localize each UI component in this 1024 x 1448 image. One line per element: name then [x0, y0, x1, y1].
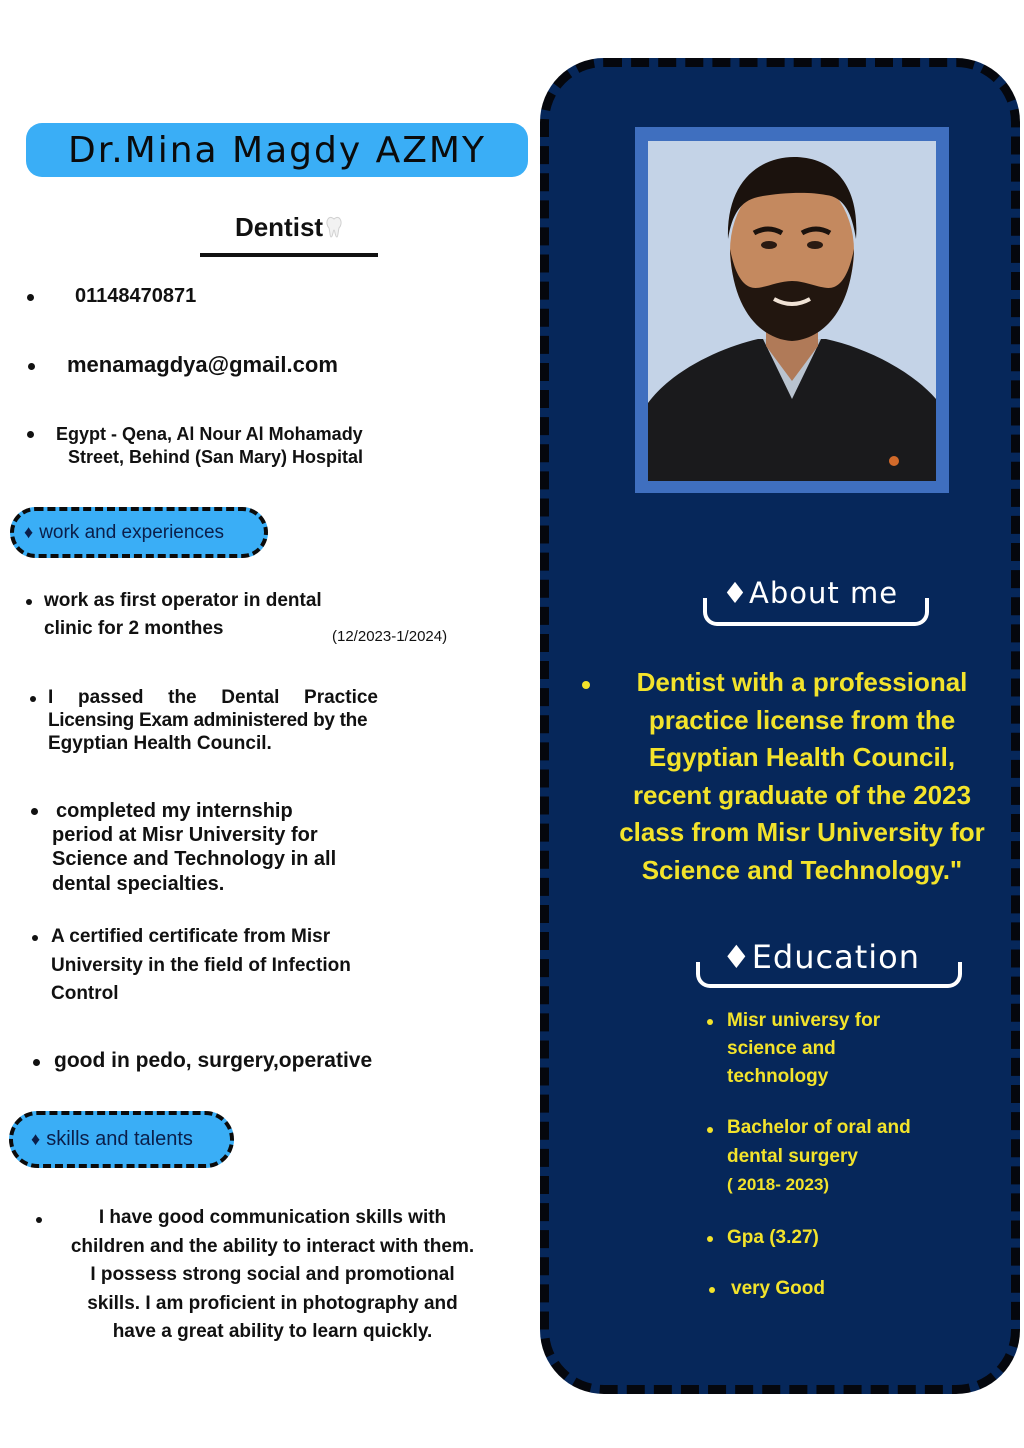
- skills-text-line-3: I possess strong social and promotional: [90, 1264, 455, 1285]
- education-item-2-line-2: dental surgery: [727, 1146, 858, 1167]
- diamond-icon: ♦: [31, 1129, 41, 1149]
- work-item-2-line-1: I passed the Dental Practice: [48, 687, 378, 708]
- profile-photo-illustration: [648, 141, 936, 481]
- about-line-3: Egyptian Health Council,: [648, 742, 956, 772]
- bullet-dot: [27, 431, 34, 438]
- education-item-2-line-1: Bachelor of oral and: [727, 1117, 911, 1138]
- about-text: [612, 664, 992, 889]
- address-line-2: Street, Behind (San Mary) Hospital: [68, 447, 364, 467]
- about-line-2: practice license from the: [648, 704, 956, 735]
- email-address: menamagdya@gmail.com: [67, 352, 338, 377]
- work-item-3-line-2: period at Misr University for: [52, 824, 318, 846]
- bullet-dot: [582, 681, 590, 689]
- skills-heading-pill: [9, 1111, 234, 1168]
- about-heading-label: About me: [749, 576, 899, 610]
- education-item-3: Gpa (3.27): [727, 1227, 819, 1248]
- role-label: Dentist: [234, 212, 324, 242]
- phone-number: 01148470871: [75, 285, 197, 307]
- diamond-icon: ♦: [722, 938, 752, 976]
- bullet-dot: [26, 599, 32, 605]
- education-item-1-line-3: technology: [727, 1066, 829, 1087]
- skills-text-line-2: children and the ability to interact with them.: [70, 1236, 475, 1257]
- skills-text-line-5: have a great ability to learn quickly.: [112, 1321, 433, 1342]
- work-item-1-line-1: work as first operator in dental: [44, 590, 322, 611]
- work-item-1-date: (12/2023-1/2024): [332, 628, 448, 645]
- work-item-3-line-3: Science and Technology in all: [52, 848, 337, 870]
- role-underline: [200, 253, 378, 257]
- work-item-4-line-3: Control: [51, 983, 119, 1004]
- work-heading-pill: [10, 507, 268, 558]
- bullet-dot: [707, 1236, 713, 1242]
- tooth-icon: [325, 216, 343, 238]
- about-line-1: Dentist with a professional: [636, 667, 968, 697]
- about-line-5: class from Misr University for: [619, 817, 985, 847]
- skills-text-line-1: I have good communication skills with: [98, 1207, 447, 1228]
- education-item-4: very Good: [731, 1278, 825, 1299]
- diamond-icon: ♦: [722, 576, 749, 610]
- education-heading-bracket: [696, 962, 962, 988]
- education-item-1-line-1: Misr universy for: [727, 1010, 881, 1031]
- education-item-1-line-2: science and: [727, 1038, 836, 1059]
- bullet-dot: [32, 935, 38, 941]
- bullet-dot: [707, 1127, 713, 1133]
- work-heading: work and experiences: [39, 521, 225, 543]
- bullet-dot: [31, 808, 38, 815]
- diamond-icon: ♦: [24, 522, 34, 542]
- bullet-dot: [28, 363, 35, 370]
- education-item-2-line-3: ( 2018- 2023): [727, 1175, 830, 1194]
- bullet-dot: [33, 1059, 40, 1066]
- profile-photo: [648, 141, 936, 481]
- work-item-4-line-2: University in the field of Infection: [51, 955, 351, 976]
- name-banner: [26, 123, 528, 177]
- about-line-6: Science and Technology.": [641, 854, 963, 885]
- address-line-1: Egypt - Qena, Al Nour Al Mohamady: [56, 424, 363, 444]
- work-item-1-line-2: clinic for 2 monthes: [44, 618, 224, 639]
- work-item-2-line-3: Egyptian Health Council.: [48, 733, 272, 754]
- work-item-2-line-2: Licensing Exam administered by the: [48, 710, 368, 731]
- work-item-5: good in pedo, surgery,operative: [54, 1049, 373, 1072]
- work-item-3-line-1: completed my internship: [56, 800, 293, 822]
- about-heading-bracket: [703, 598, 929, 626]
- skills-text-line-4: skills. I am proficient in photography and: [87, 1293, 458, 1314]
- bullet-dot: [709, 1287, 715, 1293]
- education-heading-label: Education: [751, 938, 920, 976]
- bullet-dot: [30, 696, 36, 702]
- role-title: [200, 212, 378, 243]
- doctor-name: Dr.Mina Magdy AZMY: [68, 129, 486, 171]
- work-item-4-line-1: A certified certificate from Misr: [51, 926, 331, 947]
- skills-heading: skills and talents: [46, 1128, 193, 1150]
- about-line-4: recent graduate of the 2023: [632, 779, 972, 810]
- work-item-3-line-4: dental specialties.: [52, 873, 225, 895]
- bullet-dot: [27, 294, 34, 301]
- bullet-dot: [707, 1019, 713, 1025]
